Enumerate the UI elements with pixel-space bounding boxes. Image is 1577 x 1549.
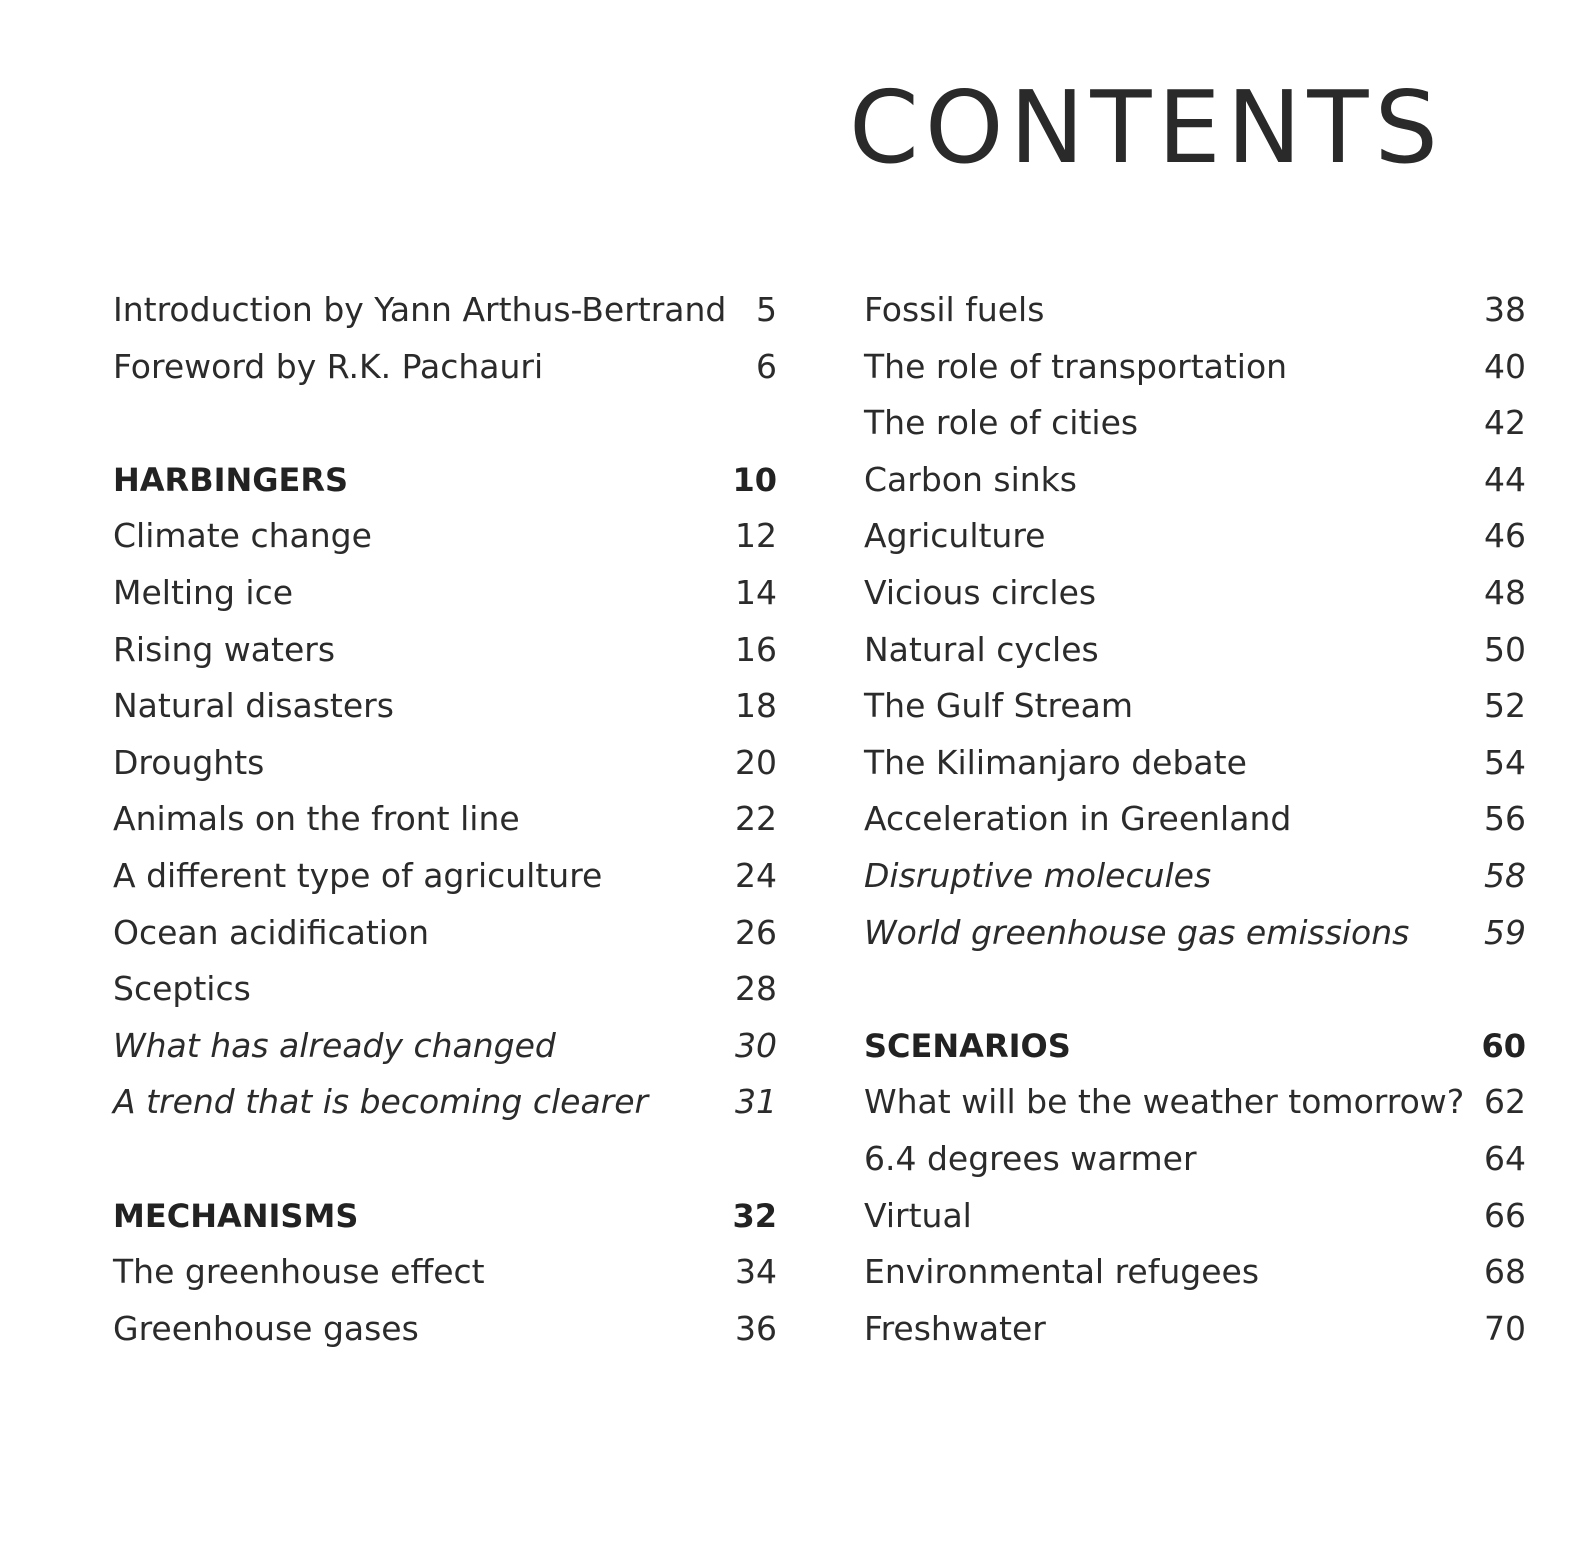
toc-entry-page-number: 16 [735,629,777,669]
toc-entry-page-number: 60 [1481,1026,1526,1065]
toc-entry-label: Rising waters [113,629,336,669]
toc-entry-label: HARBINGERS [113,460,349,499]
toc-entry-label: Acceleration in Greenland [864,799,1292,839]
toc-spacer [864,961,1526,1018]
toc-entry-page-number: 36 [735,1308,777,1348]
toc-entry-label: The Gulf Stream [864,686,1134,726]
toc-entry-label: 6.4 degrees warmer [864,1138,1197,1178]
toc-entry-page-number: 66 [1484,1195,1526,1235]
toc-entry[interactable] [113,1301,777,1358]
toc-entry-label: Melting ice [113,572,294,612]
toc-entry-label: Sceptics [113,969,251,1009]
toc-entry-page-number: 22 [735,799,777,839]
toc-entry[interactable] [113,282,777,339]
toc-entry[interactable] [864,565,1526,622]
toc-entry[interactable] [113,339,777,396]
toc-entry-page-number: 56 [1484,799,1526,839]
toc-entry-page-number: 34 [735,1252,777,1292]
toc-entry-page-number: 50 [1484,629,1526,669]
toc-entry-page-number: 44 [1484,459,1526,499]
toc-entry-page-number: 42 [1484,403,1526,443]
toc-entry-label: Foreword by R.K. Pachauri [113,346,544,386]
toc-entry[interactable] [864,905,1526,962]
toc-entry[interactable] [864,791,1526,848]
toc-entry-label: Natural cycles [864,629,1099,669]
toc-entry-page-number: 26 [735,912,777,952]
toc-entry-label: Carbon sinks [864,459,1077,499]
toc-entry-page-number: 30 [735,1025,777,1065]
toc-entry[interactable] [864,508,1526,565]
toc-entry[interactable] [864,339,1526,396]
toc-entry-page-number: 5 [756,290,777,329]
toc-entry-page-number: 32 [732,1196,777,1235]
toc-entry-label: Climate change [113,516,372,556]
toc-entry[interactable] [113,1074,777,1131]
toc-entry-label: Fossil fuels [864,290,1045,329]
toc-entry-label: The role of cities [864,403,1139,443]
toc-entry[interactable] [113,961,777,1018]
toc-left-column [113,282,777,1357]
toc-entry-label: Animals on the front line [113,799,520,839]
toc-entry-label: Agriculture [864,516,1046,556]
toc-section-heading[interactable] [864,1018,1526,1075]
toc-entry-label: The greenhouse effect [113,1252,485,1292]
toc-entry-page-number: 48 [1484,572,1526,612]
toc-entry[interactable] [864,1301,1526,1358]
toc-entry[interactable] [113,905,777,962]
toc-entry-page-number: 31 [735,1082,777,1122]
toc-entry-label: SCENARIOS [864,1026,1071,1065]
toc-entry-page-number: 20 [735,742,777,782]
toc-entry[interactable] [864,848,1526,905]
toc-entry[interactable] [864,1188,1526,1245]
toc-entry-label: Introduction by Yann Arthus-Bertrand [113,290,727,329]
toc-entry-label: What has already changed [113,1025,556,1065]
toc-entry[interactable] [113,791,777,848]
toc-entry[interactable] [113,848,777,905]
toc-entry-label: The role of transportation [864,346,1288,386]
toc-entry-page-number: 59 [1484,912,1526,952]
toc-right-column [864,282,1526,1357]
toc-entry-label: Greenhouse gases [113,1308,419,1348]
toc-entry-page-number: 40 [1484,346,1526,386]
toc-entry[interactable] [113,1018,777,1075]
toc-entry-label: World greenhouse gas emissions [864,912,1410,952]
toc-entry-page-number: 12 [735,516,777,556]
toc-entry-label: Vicious circles [864,572,1097,612]
toc-entry-page-number: 10 [732,460,777,499]
toc-entry[interactable] [864,395,1526,452]
toc-entry[interactable] [864,622,1526,679]
toc-spacer [113,395,777,452]
toc-entry-label: Disruptive molecules [864,855,1212,895]
toc-entry-label: Ocean acidification [113,912,430,952]
toc-entry[interactable] [864,1074,1526,1131]
toc-entry[interactable] [864,1131,1526,1188]
toc-entry-label: The Kilimanjaro debate [864,742,1247,782]
toc-entry-page-number: 24 [735,855,777,895]
toc-spacer [113,1131,777,1188]
toc-entry-page-number: 14 [735,572,777,612]
toc-section-heading[interactable] [113,452,777,509]
toc-entry-page-number: 46 [1484,516,1526,556]
toc-entry-page-number: 18 [735,686,777,726]
toc-entry-label: What will be the weather tomorrow? [864,1082,1465,1122]
toc-entry[interactable] [113,1244,777,1301]
toc-entry[interactable] [864,1244,1526,1301]
toc-entry[interactable] [113,508,777,565]
toc-entry-label: MECHANISMS [113,1196,359,1235]
toc-entry-label: Natural disasters [113,686,394,726]
toc-entry[interactable] [113,622,777,679]
toc-section-heading[interactable] [113,1188,777,1245]
toc-entry-label: A different type of agriculture [113,855,603,895]
toc-entry[interactable] [113,565,777,622]
toc-entry-page-number: 62 [1484,1082,1526,1122]
toc-entry[interactable] [864,735,1526,792]
toc-entry[interactable] [864,678,1526,735]
toc-entry-page-number: 6 [756,346,777,386]
toc-entry-page-number: 64 [1484,1138,1526,1178]
toc-entry-page-number: 70 [1484,1308,1526,1348]
toc-entry-page-number: 28 [735,969,777,1009]
toc-entry[interactable] [864,452,1526,509]
toc-entry-page-number: 68 [1484,1252,1526,1292]
toc-entry[interactable] [113,678,777,735]
toc-entry-page-number: 58 [1484,855,1526,895]
toc-entry-label: Freshwater [864,1308,1046,1348]
toc-entry-page-number: 38 [1484,290,1526,329]
toc-entry[interactable] [864,282,1526,339]
toc-entry[interactable] [113,735,777,792]
toc-entry-page-number: 54 [1484,742,1526,782]
page-title: CONTENTS [849,69,1444,186]
toc-entry-page-number: 52 [1484,686,1526,726]
toc-entry-label: Environmental refugees [864,1252,1260,1292]
toc-entry-label: Virtual [864,1195,972,1235]
toc-entry-label: A trend that is becoming clearer [113,1082,649,1122]
toc-entry-label: Droughts [113,742,265,782]
